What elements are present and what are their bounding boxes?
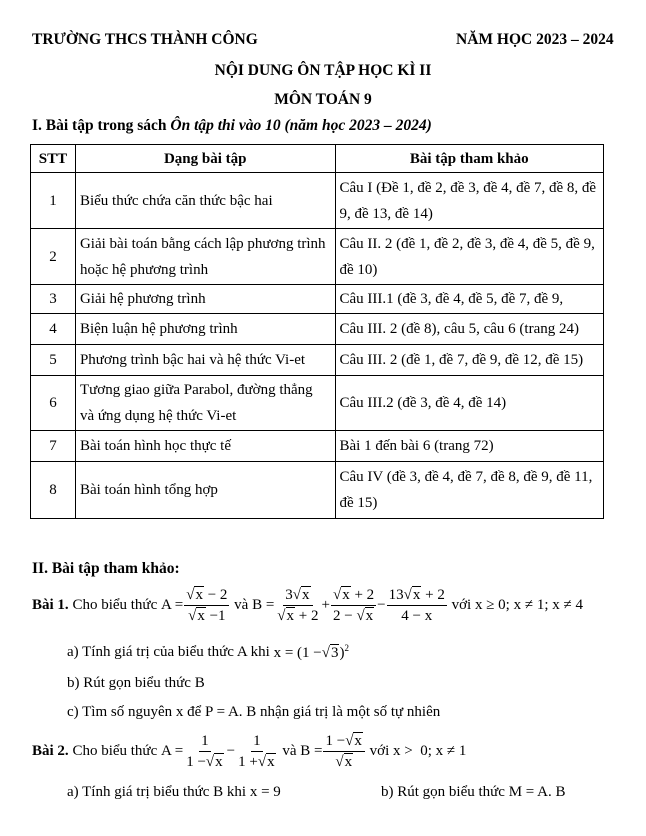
cell-stt: 7 — [31, 431, 76, 462]
document-title: NỘI DUNG ÔN TẬP HỌC KÌ II — [214, 62, 432, 79]
cell-ref: Bài 1 đến bài 6 (trang 72) — [335, 431, 604, 462]
and-text: và — [278, 743, 301, 759]
school-name: TRƯỜNG THCS THÀNH CÔNG — [32, 31, 258, 48]
exercise-1-part-c: c) Tìm số nguyên x để P = A. B nhận giá trị là một số tự nhiên — [67, 704, 441, 720]
expr-a-fraction: $\frac{√x - 2}{√x -1}$ — [186, 587, 228, 624]
cell-stt: 1 — [31, 173, 76, 229]
expr-a-name: A = — [160, 743, 184, 759]
cell-ref: Câu III. 2 (đề 1, đề 7, đề 9, đề 12, đề 15) — [335, 345, 604, 376]
cell-stt: 5 — [31, 345, 76, 376]
exercise-2-condition: với x > 0; x ≠ 1 — [365, 743, 467, 759]
cell-stt: 6 — [31, 376, 76, 431]
table-row — [31, 431, 604, 462]
table-row — [31, 314, 604, 345]
cell-ref: Câu II. 2 (đề 1, đề 2, đề 3, đề 4, đề 5, đề 9, đề 10) — [335, 229, 604, 285]
exercise-1-statement: Bài 1. Cho biểu thức A = $\frac{√x - 2}{√x -1}$ và B = $\frac{3√x}{√x + 2}$ + $\frac{√x + 2}{2 - √x}$ − $\frac{13√x + 2}{4 - x}$ với x ≥ 0; x ≠ 1; x ≠ 4 — [32, 587, 583, 624]
expr-a-term-1: $\frac{1}{1 -√x}$ — [186, 733, 223, 770]
exercise-1-label: Bài 1. — [32, 597, 69, 613]
school-year: NĂM HỌC 2023 – 2024 — [456, 31, 614, 48]
exercise-1-part-b: b) Rút gọn biểu thức B — [67, 675, 205, 691]
table-row — [31, 462, 604, 519]
column-header-stt: STT — [31, 145, 76, 173]
column-header-ref: Bài tập tham khảo — [335, 145, 604, 173]
table-row — [31, 376, 604, 431]
cell-ref: Câu IV (đề 3, đề 4, đề 7, đề 8, đề 9, đề 11, đề 15) — [335, 462, 604, 519]
subject-title: MÔN TOÁN 9 — [274, 91, 372, 108]
exercise-2-intro: Cho biểu thức — [68, 743, 161, 759]
table-row — [31, 173, 604, 229]
expr-b-term-1: $\frac{3√x}{√x + 2}$ — [277, 587, 319, 624]
cell-ref: Câu III.1 (đề 3, đề 4, đề 5, đề 7, đề 9, — [335, 285, 604, 314]
cell-ref: Câu III. 2 (đề 8), câu 5, câu 6 (trang 24) — [335, 314, 604, 345]
table-row — [31, 345, 604, 376]
cell-stt: 3 — [31, 285, 76, 314]
book-title: Ôn tập thi vào 10 (năm học 2023 – 2024) — [170, 117, 432, 134]
section-1-prefix: I. Bài tập trong sách — [32, 117, 171, 134]
expr-a-term-2: $\frac{1}{1 +√x}$ — [238, 733, 275, 770]
exercise-2-part-b: b) Rút gọn biểu thức M = A. B — [381, 784, 566, 800]
table-row — [31, 285, 604, 314]
and-text: và — [230, 597, 253, 613]
exercise-table — [30, 144, 604, 519]
table-header-row — [31, 145, 604, 173]
expr-b-name: B = — [252, 597, 275, 613]
cell-stt: 4 — [31, 314, 76, 345]
section-2-heading: II. Bài tập tham khảo: — [32, 560, 180, 577]
expr-b-name: B = — [300, 743, 323, 759]
expr-a-name: A = — [160, 597, 184, 613]
exercise-1-part-a: a) Tính giá trị của biểu thức A khi $x = (1 -√3)^2$ — [67, 643, 349, 661]
cell-ref: Câu I (Đề 1, đề 2, đề 3, đề 4, đề 7, đề 8, đề 9, đề 13, đề 14) — [335, 173, 604, 229]
cell-type: Biểu thức chứa căn thức bậc hai — [75, 173, 335, 229]
exercise-1-condition: với x ≥ 0; x ≠ 1; x ≠ 4 — [447, 597, 583, 613]
cell-stt: 2 — [31, 229, 76, 285]
cell-type: Giải bài toán bằng cách lập phương trình hoặc hệ phương trình — [75, 229, 335, 285]
cell-stt: 8 — [31, 462, 76, 519]
cell-type: Tương giao giữa Parabol, đường thẳng và ứng dụng hệ thức Vi-et — [75, 376, 335, 431]
expr-b-fraction: $\frac{1 -√x}{√x}$ — [323, 732, 364, 771]
cell-type: Giải hệ phương trình — [75, 285, 335, 314]
exercise-1-intro: Cho biểu thức — [68, 597, 161, 613]
cell-ref: Câu III.2 (đề 3, đề 4, đề 14) — [335, 376, 604, 431]
expr-b-term-3: $\frac{13√x + 2}{4 - x}$ — [388, 587, 445, 624]
section-1-heading — [32, 117, 432, 135]
expr-b-term-2: $\frac{√x + 2}{2 - √x}$ — [332, 587, 375, 624]
exercise-2-statement: Bài 2. Cho biểu thức A = $\frac{1}{1 -√x}$ − $\frac{1}{1 +√x}$ và B = $\frac{1 -√x}{√x}$ với x > 0; x ≠ 1 — [32, 733, 467, 770]
table-row — [31, 229, 604, 285]
cell-type: Biện luận hệ phương trình — [75, 314, 335, 345]
cell-type: Bài toán hình học thực tế — [75, 431, 335, 462]
cell-type: Bài toán hình tổng hợp — [75, 462, 335, 519]
part-a-expression: $x = (1 -√3)^2$ — [273, 643, 349, 661]
column-header-type: Dạng bài tập — [75, 145, 335, 173]
exercise-2-part-a: a) Tính giá trị biểu thức B khi x = 9 — [67, 784, 281, 800]
cell-type: Phương trình bậc hai và hệ thức Vi-et — [75, 345, 335, 376]
exercise-2-label: Bài 2. — [32, 743, 69, 759]
